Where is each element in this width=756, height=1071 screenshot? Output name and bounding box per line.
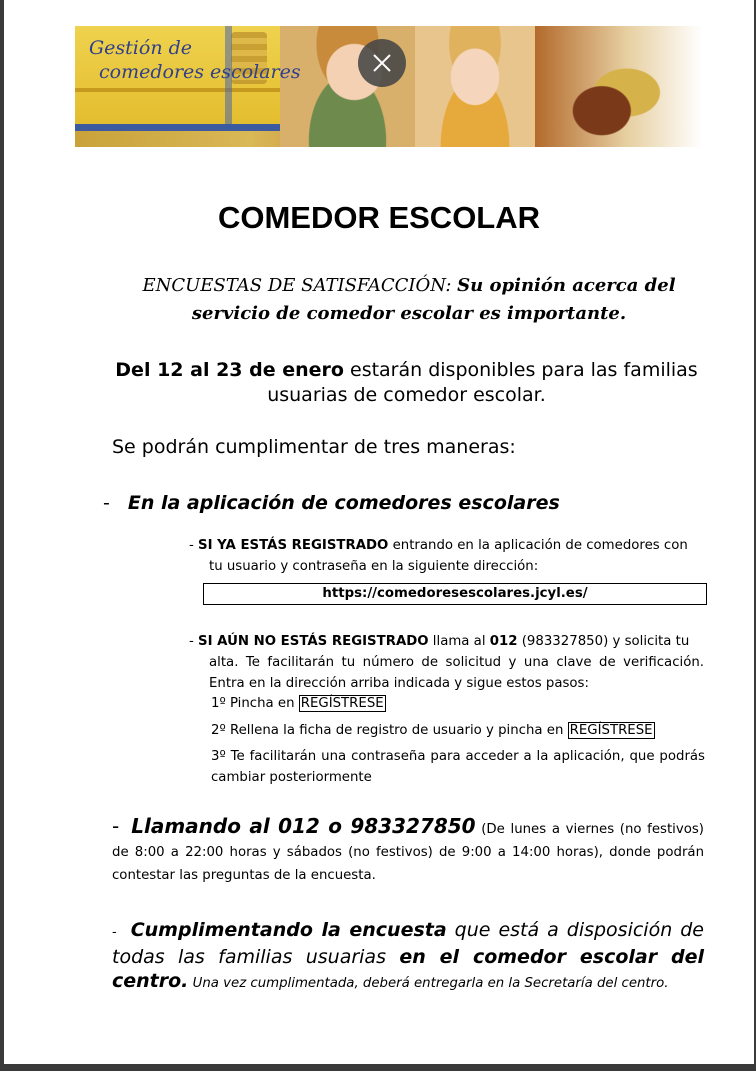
section-fill-bold1: Cumplimentando la encuesta — [130, 919, 447, 941]
not-registered-instructions: - SI AÚN NO ESTÁS REGISTRADO llama al 012 (983327850) y solicita tu alta. Te facilitarán tu número de solicitud y una clave de verificación. Entra en la dirección arriba indicada y sigue estos pasos: — [189, 631, 704, 694]
app-url-link[interactable]: https://comedoresescolares.jcyl.es/ — [203, 583, 707, 605]
registered-bold: SI YA ESTÁS REGISTRADO — [198, 538, 389, 553]
close-icon — [371, 52, 393, 74]
survey-bold-1: Su opinión acerca del — [457, 275, 676, 296]
dates-rest: estarán disponibles para las familias usuarias de comedor escolar. — [267, 359, 698, 406]
not-registered-bold: SI AÚN NO ESTÁS REGISTRADO — [198, 634, 429, 649]
survey-lead: ENCUESTAS DE SATISFACCIÓN: — [142, 275, 452, 296]
section-call-detail: (De lunes a viernes (no festivos) de 8:00 a 22:00 horas y sábados (no festivos) de 9:00 a 14:00 horas), donde podrán contestar las preguntas de la encuesta. — [112, 822, 704, 883]
register-link-2[interactable]: REGÍSTRESE — [569, 723, 653, 738]
availability-dates — [104, 358, 709, 408]
survey-bold-2: servicio de comedor escolar es importante. — [191, 303, 627, 324]
header-banner — [75, 26, 702, 147]
section-fill-bold2: en el comedor escolar del centro. — [112, 946, 704, 992]
section-fill: - Cumplimentando la encuesta que está a disposición de todas las familias usuarias en el comedor escolar del centro. Una vez cumplimentada, deberá entregarla en la Secretaría del centro. — [112, 919, 704, 992]
phone-012: 012 — [489, 634, 518, 649]
section-app-title: En la aplicación de comedores escolares — [127, 492, 560, 514]
register-link-1[interactable]: REGÍSTRESE — [300, 696, 384, 711]
section-fill-note: Una vez cumplimentada, deberá entregarla en la Secretaría del centro. — [188, 976, 669, 991]
section-call-title: Llamando al 012 o 983327850 — [131, 814, 476, 838]
step-2: 2º Rellena la ficha de registro de usuario y pincha en REGÍSTRESE — [211, 723, 653, 738]
child-photo-2 — [415, 26, 535, 147]
step-3: 3º Te facilitarán una contraseña para acceder a la aplicación, que podrás cambiar posteriormente — [211, 749, 705, 785]
banner-title-line2: comedores escolares — [99, 61, 301, 83]
section-call: - Llamando al 012 o 983327850 (De lunes a viernes (no festivos) de 8:00 a 22:00 horas y sábados (no festivos) de 9:00 a 14:00 horas), donde podrán contestar las preguntas de la encuesta. — [112, 814, 704, 883]
registered-line2: tu usuario y contraseña en la siguiente dirección: — [209, 559, 539, 574]
survey-intro — [104, 272, 714, 328]
banner-title — [89, 36, 301, 84]
food-photo — [535, 26, 702, 147]
document-page — [4, 0, 754, 1064]
close-button[interactable] — [358, 39, 406, 87]
not-registered-rest: alta. Te facilitarán tu número de solicitud y una clave de verificación. Entra en la dirección arriba indicada y sigue estos pasos: — [209, 655, 704, 691]
banner-title-line1: Gestión de — [89, 37, 193, 59]
dates-bold: Del 12 al 23 de enero — [115, 359, 344, 381]
registered-instructions: - SI YA ESTÁS REGISTRADO entrando en la aplicación de comedores con tu usuario y contraseña en la siguiente dirección: — [189, 535, 704, 577]
ways-intro: Se podrán cumplimentar de tres maneras: — [112, 436, 516, 458]
section-app-heading: - En la aplicación de comedores escolares — [103, 492, 560, 514]
step-1: 1º Pincha en REGÍSTRESE — [211, 696, 384, 711]
page-title: COMEDOR ESCOLAR — [217, 200, 541, 235]
